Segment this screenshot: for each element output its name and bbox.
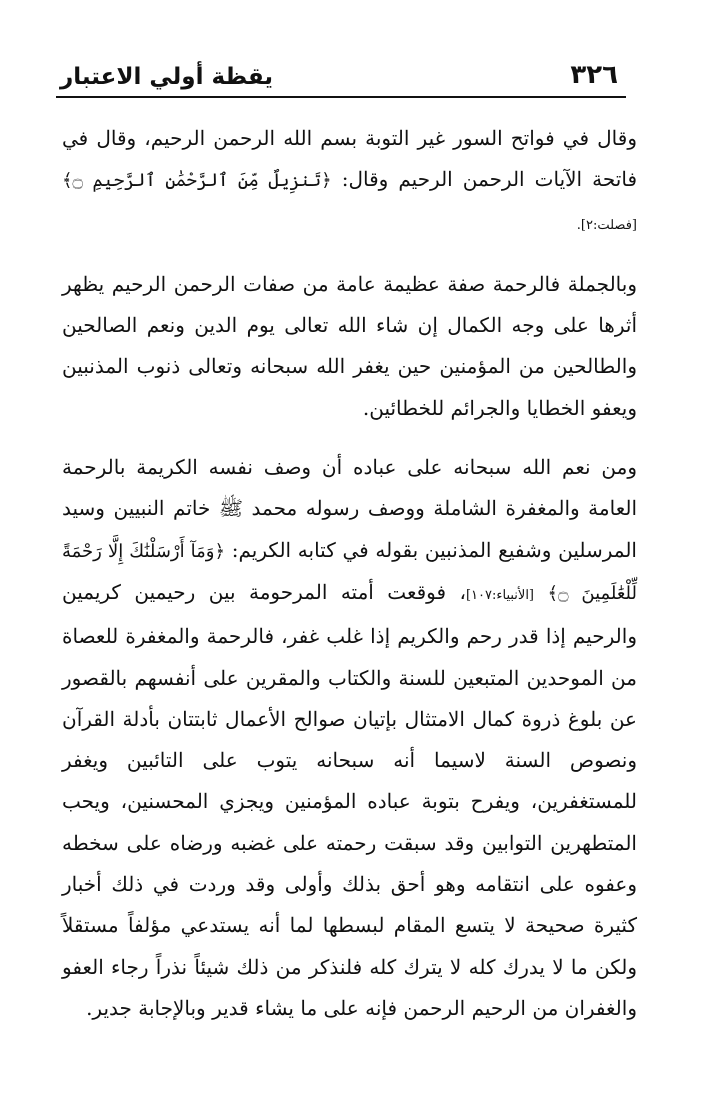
running-title: يقظة أولي الاعتبار xyxy=(60,64,274,90)
quran-verse-fussilat: ﴿تَنزِيلٌ مِّنَ ٱلرَّحْمَٰنِ ٱلرَّحِيمِ ۝﴾ xyxy=(62,170,332,192)
paragraph-3-text-before: ومن نعم الله سبحانه على عباده أن وصف نفسه الكريمة بالرحمة العامة والمغفرة الشاملة ووصف رسوله محمد ﷺ خاتم النبيين وسيد المرسلين وشفيع المذنبين بقوله في كتابه الكريم: xyxy=(62,455,637,562)
page-body xyxy=(62,118,637,1047)
paragraph-3-text-after: ، فوقعت أمته المرحومة بين رحيمين كريمين والرحيم إذا قدر رحم والكريم إذا غلب غفر، فالرحمة والمغفرة للعصاة من الموحدين المتبعين للسنة والكتاب والمقرين على أنفسهم بالقصور عن بلوغ ذروة كمال الامتثال بإتيان صوالح الأعمال ثابتتان بأدلة القرآن ونصوص السنة لاسيما أنه سبحانه يتوب على التائبين ويغفر للمستغفرين، ويفرح بتوبة عباده المؤمنين ويجزي المحسنين، ويحب المتطهرين التوابين وقد سبقت رحمته على غضبه ورضاه على سخطه وعفوه على انتقامه وهو أحق بذلك وأولى وقد وردت في ذلك أخبار كثيرة صحيحة لا يتسع المقام لبسطها لما أنه يستدعي مؤلفاً مستقلاً ولكن ما لا يدرك كله لا يترك كله فلنذكر من ذلك شيئاً نذراً رجاء العفو والغفران من الرحيم الرحمن فإنه على ما يشاء قدير وبالإجابة جدير. xyxy=(62,579,637,1020)
paragraph-3 xyxy=(62,447,637,1029)
paragraph-1-text: وقال في فواتح السور غير التوبة بسم الله الرحمن الرحيم، وقال في فاتحة الآيات الرحمن الرحيم وقال: xyxy=(62,126,638,192)
verse-citation-anbiya: [الأنبياء:١٠٧] xyxy=(465,587,534,603)
page-header xyxy=(56,56,626,96)
paragraph-2-text: وبالجملة فالرحمة صفة عظيمة عامة من صفات الرحمن الرحيم يظهر أثرها على وجه الكمال إن شاء الله تعالى يوم الدين ونعم الصالحين والطالحين من المؤمنين حين يغفر الله سبحانه وتعالى ذنوب المذنبين ويعفو الخطايا والجرائم للخطائين. xyxy=(62,271,637,420)
paragraph-2 xyxy=(62,264,637,429)
verse-citation-fussilat: [فصلت:٢]. xyxy=(576,217,637,233)
header-divider xyxy=(56,96,626,98)
paragraph-1 xyxy=(62,118,637,246)
quran-verse-anbiya: ﴿وَمَآ أَرْسَلْنَٰكَ إِلَّا رَحْمَةً لِّلْعَٰلَمِينَ ۝﴾ xyxy=(62,540,637,604)
page-number: ٣٢٦ xyxy=(570,60,618,90)
